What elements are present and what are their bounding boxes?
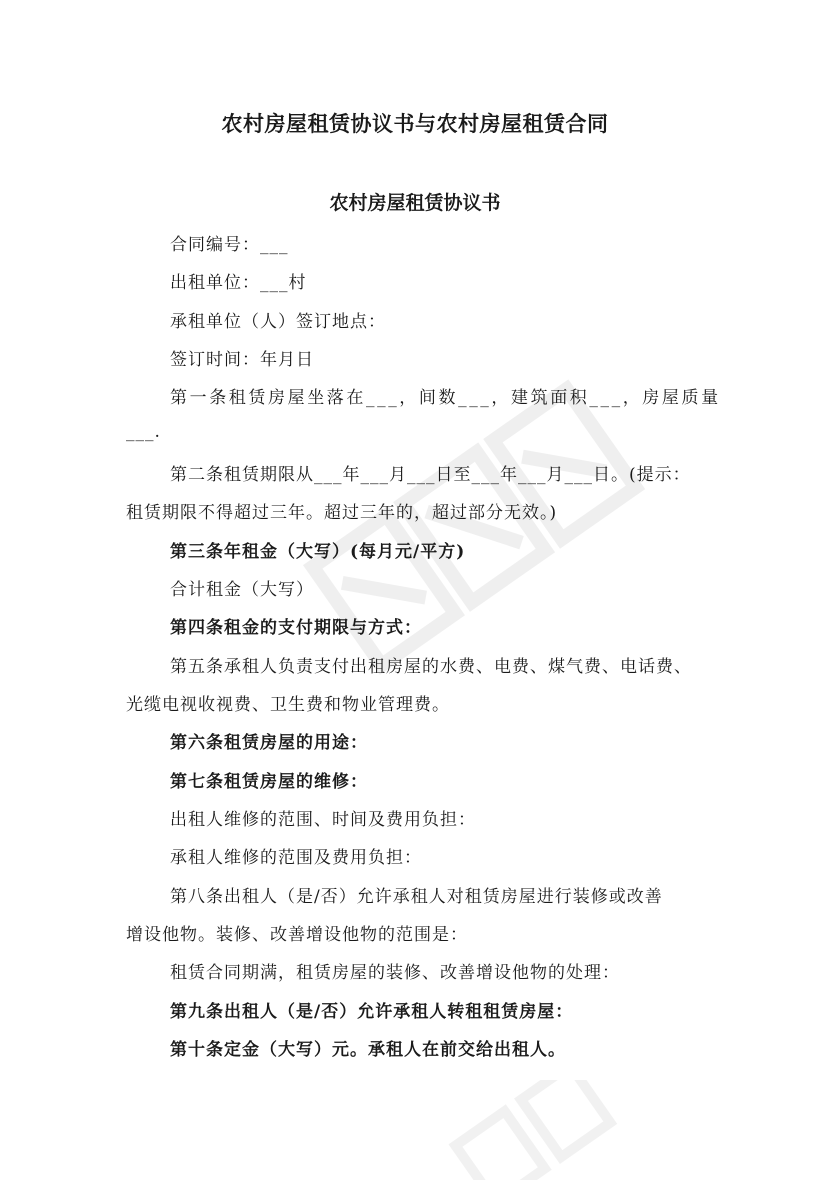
lessor-line: 出租单位：___村 — [170, 273, 307, 293]
lease-expiry-line: 租赁合同期满，租赁房屋的装修、改善增设他物的处理： — [170, 963, 620, 983]
article-3-line: 第三条年租金（大写）(每月元/平方) — [170, 542, 466, 562]
lessee-repair-line: 承租人维修的范围及费用负担： — [170, 848, 422, 868]
document-title: 农村房屋租赁协议书与农村房屋租赁合同 — [221, 111, 609, 136]
article-8-cont: 增设他物。装修、改善增设他物的范围是： — [126, 925, 468, 945]
watermark-fragment — [430, 1080, 630, 1180]
lessee-place-line: 承租单位（人）签订地点： — [170, 312, 386, 332]
article-8-line: 第八条出租人（是/否）允许承租人对租赁房屋进行装修或改善 — [170, 887, 663, 907]
article-10-line: 第十条定金（大写）元。承租人在前交给出租人。 — [170, 1040, 566, 1060]
article-2-cont: 租赁期限不得超过三年。超过三年的，超过部分无效。) — [126, 503, 558, 523]
document-subtitle: 农村房屋租赁协议书 — [329, 192, 501, 214]
sign-date-line: 签订时间：年月日 — [170, 350, 314, 370]
article-7-line: 第七条租赁房屋的维修： — [170, 772, 368, 792]
article-2-line: 第二条租赁期限从___年___月___日至___年___月___日。(提示： — [170, 465, 691, 485]
article-6-line: 第六条租赁房屋的用途： — [170, 733, 368, 753]
total-rent-line: 合计租金（大写） — [170, 580, 314, 600]
article-5-line: 第五条承租人负责支付出租房屋的水费、电费、煤气费、电话费、 — [170, 657, 692, 677]
article-5-cont: 光缆电视收视费、卫生费和物业管理费。 — [126, 695, 450, 715]
article-1-cont: ___. — [126, 422, 161, 442]
lessor-repair-line: 出租人维修的范围、时间及费用负担： — [170, 810, 476, 830]
contract-number-line: 合同编号：___ — [170, 235, 289, 255]
article-1-line: 第一条租赁房屋坐落在___，间数___，建筑面积___，房屋质量 — [170, 388, 721, 408]
article-4-line: 第四条租金的支付期限与方式： — [170, 618, 422, 638]
article-9-line: 第九条出租人（是/否）允许承租人转租租赁房屋： — [170, 1002, 574, 1022]
